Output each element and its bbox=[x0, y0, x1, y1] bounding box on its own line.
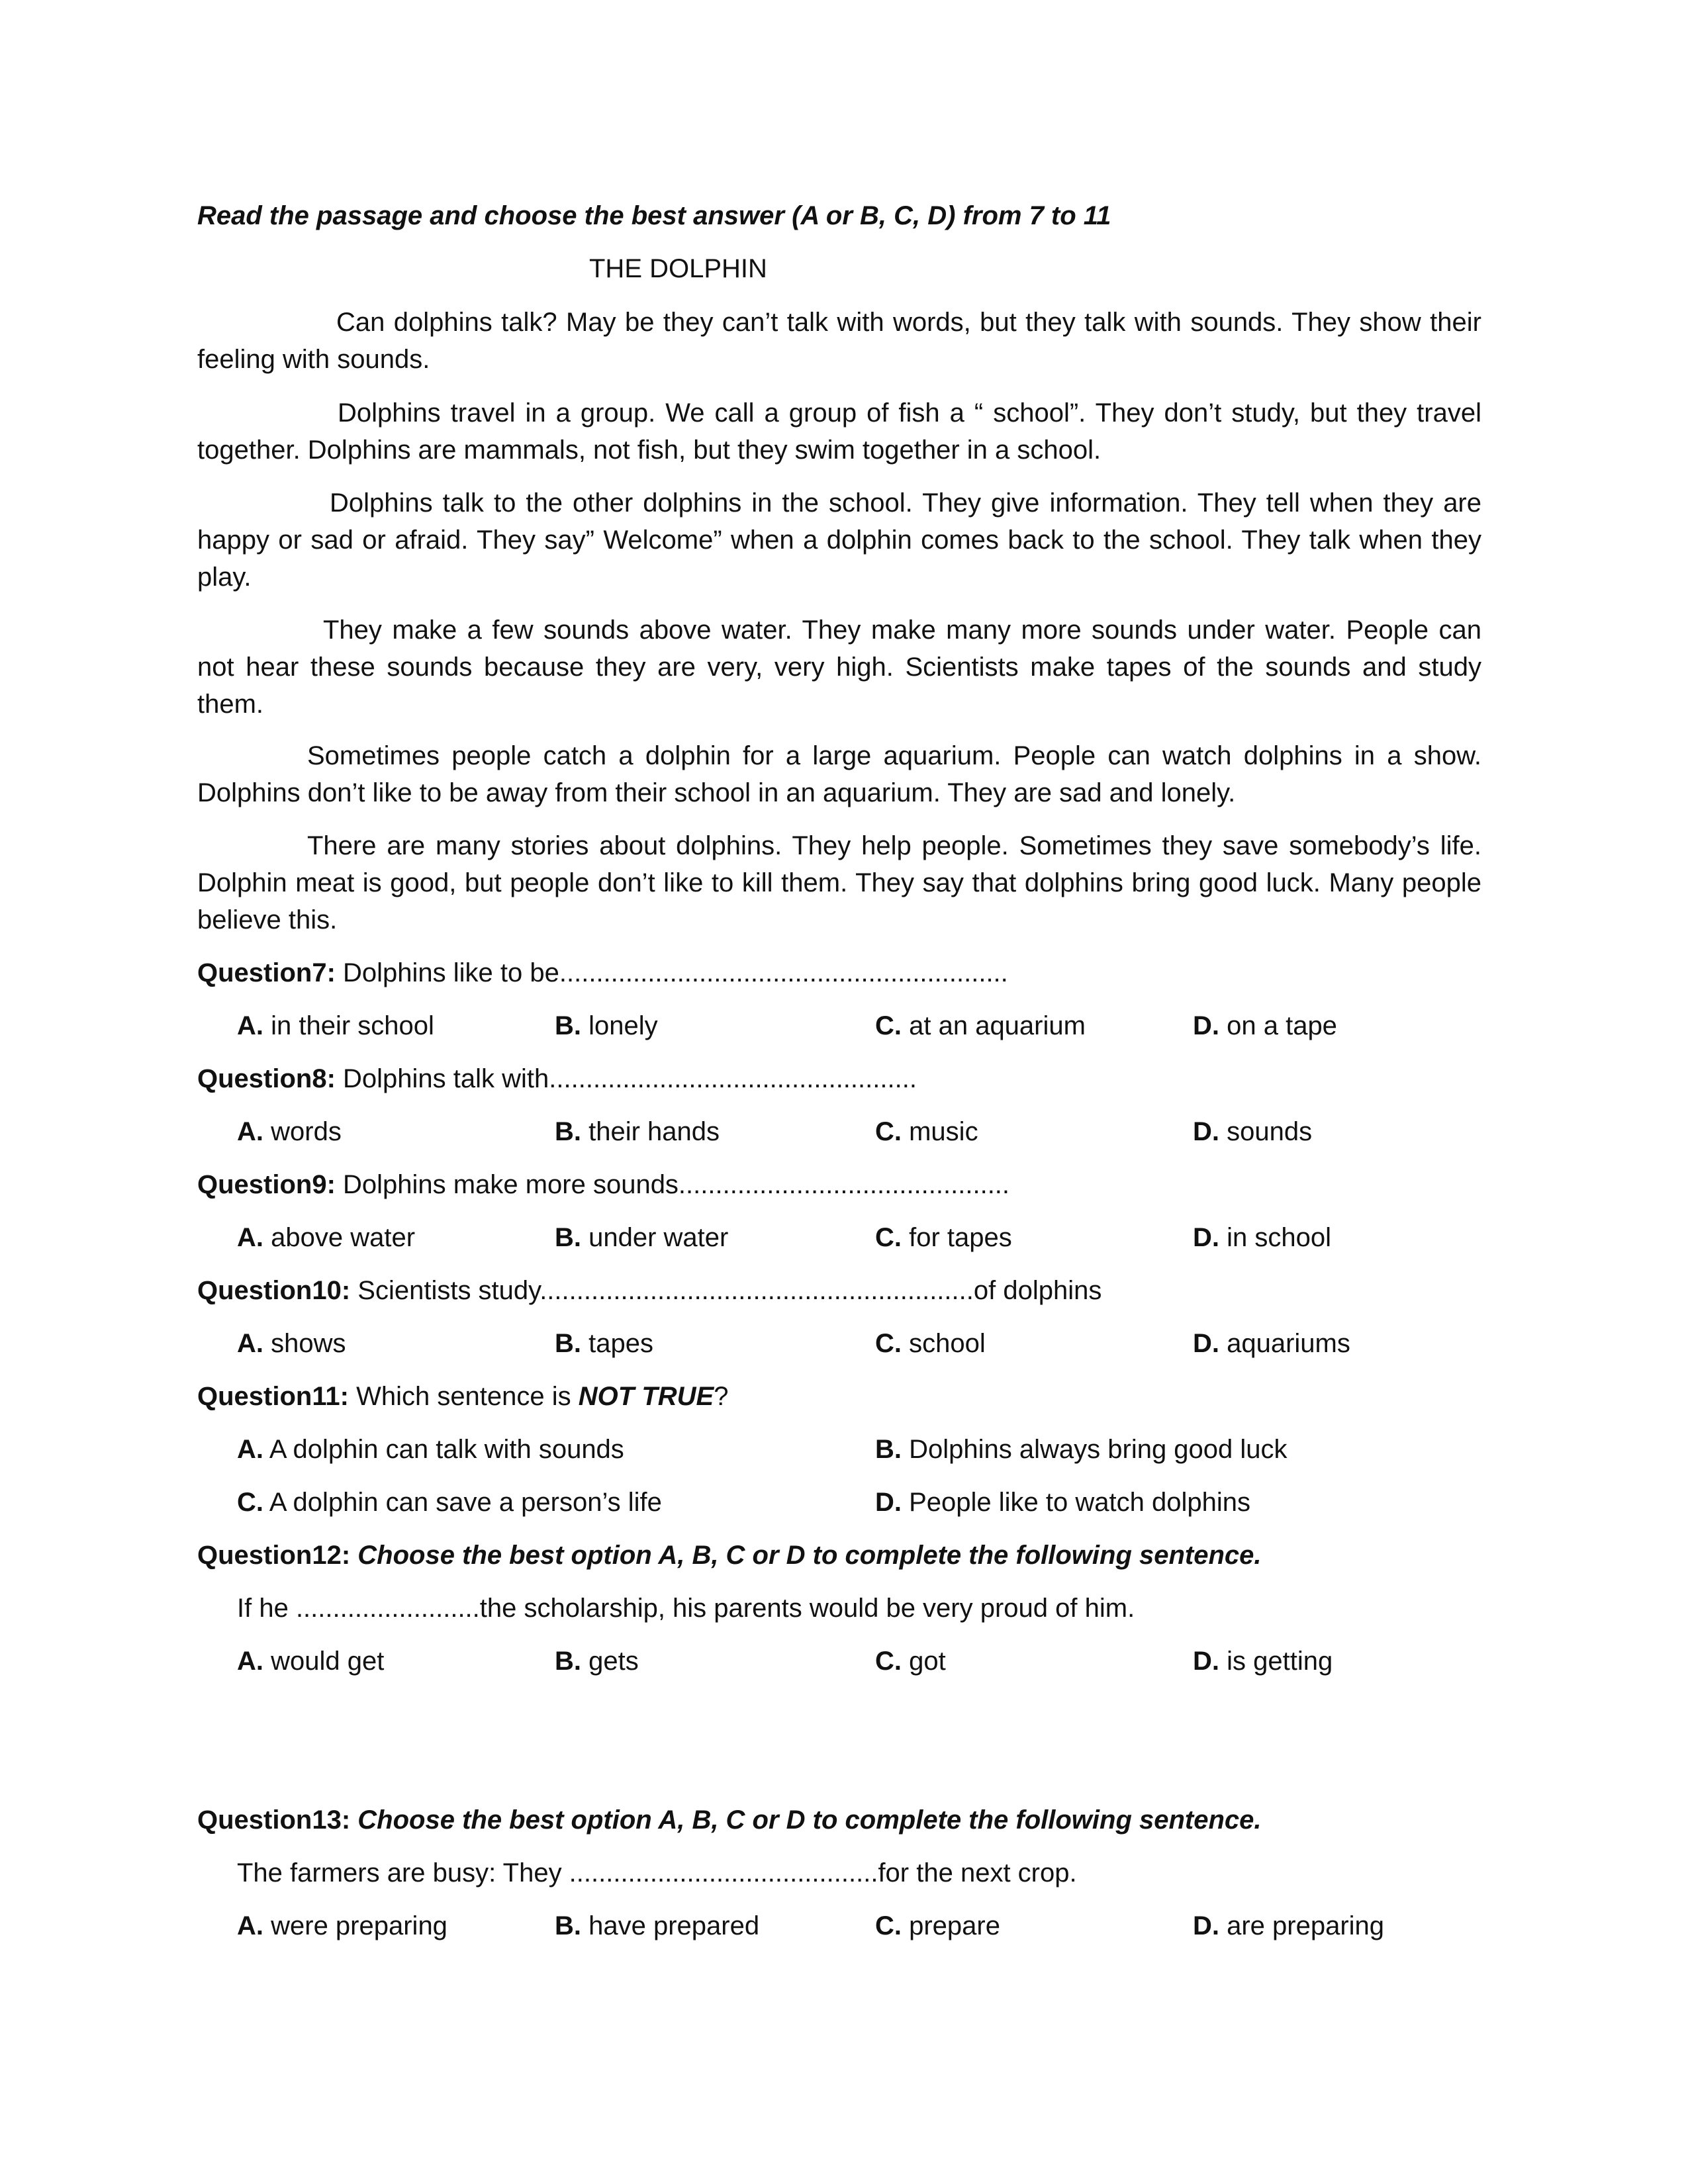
option-text: their hands bbox=[581, 1117, 720, 1146]
question-7 bbox=[197, 954, 1008, 991]
option-letter: A. bbox=[237, 1011, 263, 1040]
option-c[interactable] bbox=[875, 1113, 978, 1150]
option-a[interactable] bbox=[237, 1007, 434, 1044]
option-text: were preparing bbox=[263, 1911, 447, 1940]
question-sentence: If he .........................the scholarship, his parents would be very proud of him. bbox=[237, 1594, 1135, 1623]
option-letter: B. bbox=[555, 1329, 581, 1358]
option-text: would get bbox=[263, 1647, 385, 1676]
option-text: gets bbox=[581, 1647, 639, 1676]
question-emphasis: NOT TRUE bbox=[578, 1382, 714, 1411]
question-instruction: Choose the best option A, B, C or D to complete the following sentence. bbox=[350, 1805, 1262, 1835]
question-label: Question10: bbox=[197, 1276, 351, 1305]
option-letter: A. bbox=[237, 1435, 263, 1464]
option-text: in school bbox=[1219, 1223, 1331, 1252]
option-text: under water bbox=[581, 1223, 729, 1252]
option-letter: C. bbox=[875, 1647, 902, 1676]
option-text: tapes bbox=[581, 1329, 653, 1358]
option-letter: A. bbox=[237, 1647, 263, 1676]
passage-paragraph: Dolphins talk to the other dolphins in the school. They give information. They tell when they are happy or sad or afraid. They say” Welcome” when a dolphin comes back to the school. They talk when they play. bbox=[197, 488, 1481, 592]
option-letter: A. bbox=[237, 1223, 263, 1252]
question-text: Dolphins make more sounds............................................. bbox=[335, 1170, 1010, 1199]
option-d[interactable] bbox=[1193, 1007, 1337, 1044]
option-text: sounds bbox=[1219, 1117, 1313, 1146]
option-text: at an aquarium bbox=[902, 1011, 1086, 1040]
question-text-end: ? bbox=[714, 1382, 729, 1411]
question-10 bbox=[197, 1272, 1102, 1309]
option-letter: D. bbox=[1193, 1647, 1219, 1676]
option-letter: C. bbox=[875, 1329, 902, 1358]
option-d[interactable] bbox=[1193, 1219, 1331, 1256]
option-letter: D. bbox=[1193, 1223, 1219, 1252]
option-d[interactable] bbox=[1193, 1113, 1312, 1150]
question-text: Dolphins like to be............................................................. bbox=[335, 958, 1008, 987]
option-letter: B. bbox=[555, 1223, 581, 1252]
option-text: in their school bbox=[263, 1011, 434, 1040]
option-text: have prepared bbox=[581, 1911, 760, 1940]
option-b[interactable] bbox=[555, 1325, 653, 1362]
option-a[interactable] bbox=[237, 1219, 415, 1256]
option-c[interactable] bbox=[875, 1219, 1012, 1256]
option-letter: A. bbox=[237, 1911, 263, 1940]
option-text: above water bbox=[263, 1223, 416, 1252]
option-letter: B. bbox=[875, 1435, 902, 1464]
option-letter: B. bbox=[555, 1911, 581, 1940]
option-letter: B. bbox=[555, 1647, 581, 1676]
option-text: got bbox=[902, 1647, 946, 1676]
option-text: is getting bbox=[1219, 1647, 1333, 1676]
option-letter: D. bbox=[1193, 1911, 1219, 1940]
option-a[interactable] bbox=[237, 1643, 384, 1680]
option-d[interactable] bbox=[1193, 1907, 1384, 1944]
option-d[interactable] bbox=[1193, 1325, 1350, 1362]
question-text: Which sentence is bbox=[348, 1382, 579, 1411]
passage-paragraph: They make a few sounds above water. They make many more sounds under water. People can not hear these sounds because they are very, very high. Scientists make tapes of the sounds and study them. bbox=[197, 615, 1481, 719]
option-text: People like to watch dolphins bbox=[902, 1488, 1250, 1517]
question-sentence: The farmers are busy: They ..........................................for the next crop. bbox=[237, 1858, 1077, 1888]
option-b[interactable] bbox=[555, 1007, 658, 1044]
option-text: A dolphin can talk with sounds bbox=[263, 1435, 624, 1464]
passage-paragraph: There are many stories about dolphins. They help people. Sometimes they save somebody’s life. Dolphin meat is good, but people don’t like to kill them. They say that dolphins bring good luck. Many people believe this. bbox=[197, 831, 1481, 934]
option-c[interactable] bbox=[875, 1907, 1000, 1944]
option-text: are preparing bbox=[1219, 1911, 1385, 1940]
option-text: shows bbox=[263, 1329, 346, 1358]
question-text: Dolphins talk with.................................................. bbox=[335, 1064, 917, 1093]
question-label: Question9: bbox=[197, 1170, 336, 1199]
question-12 bbox=[197, 1537, 1262, 1574]
option-text: school bbox=[902, 1329, 986, 1358]
question-8 bbox=[197, 1060, 917, 1097]
passage-paragraph: Sometimes people catch a dolphin for a large aquarium. People can watch dolphins in a show. Dolphins don’t like to be away from their school in an aquarium. They are sad and lonely. bbox=[197, 741, 1481, 807]
passage-paragraph: Can dolphins talk? May be they can’t talk with words, but they talk with sounds. They show their feeling with sounds. bbox=[197, 308, 1481, 374]
question-13 bbox=[197, 1801, 1262, 1839]
option-c[interactable] bbox=[875, 1325, 986, 1362]
question-label: Question8: bbox=[197, 1064, 336, 1093]
option-d[interactable] bbox=[1193, 1643, 1333, 1680]
option-text: for tapes bbox=[902, 1223, 1012, 1252]
option-letter: B. bbox=[555, 1011, 581, 1040]
option-a[interactable] bbox=[237, 1907, 447, 1944]
passage-title: THE DOLPHIN bbox=[589, 254, 767, 283]
option-c[interactable] bbox=[237, 1484, 662, 1521]
option-b[interactable] bbox=[875, 1431, 1288, 1468]
option-text: prepare bbox=[902, 1911, 1000, 1940]
option-text: A dolphin can save a person’s life bbox=[263, 1488, 662, 1517]
option-letter: B. bbox=[555, 1117, 581, 1146]
option-c[interactable] bbox=[875, 1643, 946, 1680]
option-a[interactable] bbox=[237, 1431, 624, 1468]
option-letter: C. bbox=[875, 1117, 902, 1146]
question-label: Question12: bbox=[197, 1541, 351, 1570]
question-11 bbox=[197, 1378, 728, 1415]
option-b[interactable] bbox=[555, 1219, 728, 1256]
question-instruction: Choose the best option A, B, C or D to complete the following sentence. bbox=[350, 1541, 1262, 1570]
option-text: on a tape bbox=[1219, 1011, 1337, 1040]
option-text: lonely bbox=[581, 1011, 658, 1040]
option-letter: D. bbox=[1193, 1011, 1219, 1040]
option-letter: A. bbox=[237, 1117, 263, 1146]
option-letter: C. bbox=[875, 1011, 902, 1040]
option-b[interactable] bbox=[555, 1113, 720, 1150]
option-letter: C. bbox=[875, 1223, 902, 1252]
option-text: words bbox=[263, 1117, 342, 1146]
option-text: music bbox=[902, 1117, 978, 1146]
option-letter: D. bbox=[1193, 1117, 1219, 1146]
question-9 bbox=[197, 1166, 1009, 1203]
option-letter: D. bbox=[875, 1488, 902, 1517]
option-letter: C. bbox=[875, 1911, 902, 1940]
option-a[interactable] bbox=[237, 1113, 342, 1150]
option-letter: C. bbox=[237, 1488, 263, 1517]
passage-paragraph: Dolphins travel in a group. We call a group of fish a “ school”. They don’t study, but they travel together. Dolphins are mammals, not fish, but they swim together in a school. bbox=[197, 398, 1481, 465]
option-c[interactable] bbox=[875, 1007, 1086, 1044]
question-label: Question11: bbox=[197, 1382, 349, 1411]
question-label: Question13: bbox=[197, 1805, 351, 1835]
option-a[interactable] bbox=[237, 1325, 346, 1362]
option-d[interactable] bbox=[875, 1484, 1250, 1521]
option-letter: D. bbox=[1193, 1329, 1219, 1358]
option-text: aquariums bbox=[1219, 1329, 1350, 1358]
option-letter: A. bbox=[237, 1329, 263, 1358]
passage-instruction: Read the passage and choose the best answer (A or B, C, D) from 7 to 11 bbox=[197, 201, 1111, 230]
option-b[interactable] bbox=[555, 1907, 759, 1944]
option-text: Dolphins always bring good luck bbox=[902, 1435, 1288, 1464]
question-label: Question7: bbox=[197, 958, 336, 987]
question-text: Scientists study...........................................................of dolphins bbox=[350, 1276, 1102, 1305]
option-b[interactable] bbox=[555, 1643, 639, 1680]
